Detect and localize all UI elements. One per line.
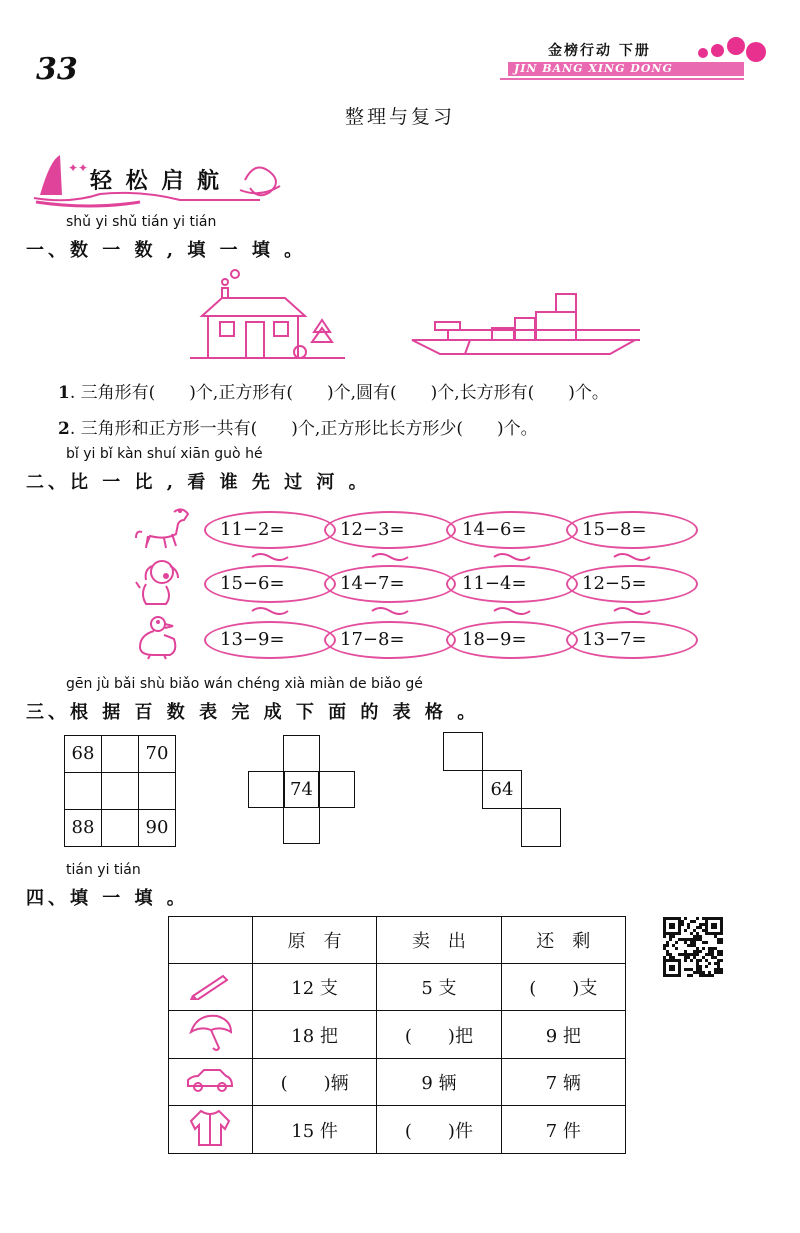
inventory-table — [168, 916, 626, 1154]
grid-cell-blank[interactable] — [101, 772, 139, 810]
equation-oval[interactable]: 15−8= — [566, 511, 698, 549]
hundred-grid-2 — [248, 735, 358, 845]
table-cell-answer[interactable]: ( )辆 — [252, 1059, 376, 1106]
wave-icon — [370, 605, 410, 615]
hundred-grid-1 — [64, 735, 176, 846]
section-banner — [30, 150, 290, 212]
equation-oval[interactable]: 15−6= — [204, 565, 336, 603]
decor-dot — [746, 42, 766, 62]
table-cell: 7 辆 — [501, 1059, 625, 1106]
table-cell-answer[interactable]: ( )支 — [501, 964, 625, 1011]
header-sold: 卖 出 — [377, 917, 501, 964]
house-figure — [190, 268, 350, 363]
equation-oval[interactable]: 13−9= — [204, 621, 336, 659]
header-remaining: 还 剩 — [501, 917, 625, 964]
question-2 — [58, 414, 538, 439]
grid-cell-blank[interactable] — [138, 772, 176, 810]
brand-bar — [508, 62, 744, 76]
section3-pinyin: gēn jù bǎi shù biǎo wán chéng xià miàn de biǎo gé — [66, 676, 423, 692]
section1-heading: 一、数 一 数 , 填 一 填 。 — [26, 240, 307, 261]
table-cell: 18 把 — [252, 1011, 376, 1059]
shirt-icon — [169, 1106, 253, 1154]
grid-cell-blank[interactable] — [318, 771, 355, 808]
grid-cell-blank[interactable] — [64, 772, 102, 810]
equation-oval[interactable]: 11−4= — [446, 565, 578, 603]
table-row — [169, 1059, 626, 1106]
grid-cell-blank[interactable] — [443, 732, 483, 771]
table-cell: 12 支 — [252, 964, 376, 1011]
equation-oval[interactable]: 11−2= — [204, 511, 336, 549]
equation-oval[interactable]: 14−7= — [324, 565, 456, 603]
grid-cell-blank[interactable] — [283, 735, 320, 772]
header-original: 原 有 — [252, 917, 376, 964]
grid-cell-70: 70 — [138, 735, 176, 773]
table-cell: 9 把 — [501, 1011, 625, 1059]
wave-icon — [250, 605, 290, 615]
page-title: 整理与复习 — [344, 106, 455, 128]
brand-underline — [500, 78, 744, 80]
grid-cell-blank[interactable] — [101, 735, 139, 773]
equation-oval[interactable]: 18−9= — [446, 621, 578, 659]
grid-cell-90: 90 — [138, 809, 176, 847]
equation-oval[interactable]: 13−7= — [566, 621, 698, 659]
dog-icon — [134, 558, 184, 610]
grid-cell-74: 74 — [283, 771, 320, 808]
horse-icon — [134, 502, 194, 552]
wave-icon — [612, 605, 652, 615]
ship-figure — [410, 290, 640, 360]
wave-icon — [250, 551, 290, 561]
umbrella-icon — [169, 1011, 253, 1059]
wave-icon — [370, 551, 410, 561]
duck-icon — [136, 614, 184, 660]
wave-icon — [492, 551, 532, 561]
table-cell: 9 辆 — [377, 1059, 501, 1106]
equation-oval[interactable]: 17−8= — [324, 621, 456, 659]
wave-icon — [612, 551, 652, 561]
decor-dot — [698, 48, 708, 58]
decor-dot — [711, 44, 724, 57]
table-row — [169, 1106, 626, 1154]
equation-oval[interactable]: 14−6= — [446, 511, 578, 549]
brand-title: 金榜行动 下册 — [548, 43, 651, 59]
table-corner — [169, 917, 253, 964]
table-cell: 5 支 — [377, 964, 501, 1011]
section2-heading: 二、比 一 比 , 看 谁 先 过 河 。 — [26, 472, 371, 493]
table-cell: 7 件 — [501, 1106, 625, 1154]
wave-icon — [492, 605, 532, 615]
decor-dot — [727, 37, 745, 55]
grid-cell-blank[interactable] — [248, 771, 285, 808]
section1-pinyin: shǔ yi shǔ tián yi tián — [66, 214, 217, 230]
banner-text: 轻 松 启 航 — [90, 168, 222, 194]
hundred-grid-3 — [443, 732, 563, 848]
pencil-icon — [169, 964, 253, 1011]
question-2-number: 2 — [58, 419, 70, 439]
section4-heading: 四、填 一 填 。 — [26, 888, 189, 909]
page-number: 33 — [36, 52, 78, 87]
question-1-text: . 三角形有( )个,正方形有( )个,圆有( )个,长方形有( )个。 — [69, 383, 609, 403]
svg-text:✦✦: ✦✦ — [68, 161, 89, 175]
table-row — [169, 1011, 626, 1059]
section2-pinyin: bǐ yi bǐ kàn shuí xiān guò hé — [66, 446, 263, 462]
grid-cell-64: 64 — [482, 770, 522, 809]
table-header-row — [169, 917, 626, 964]
section4-pinyin: tián yi tián — [66, 862, 141, 878]
table-row — [169, 964, 626, 1011]
question-1-number: 1 — [58, 383, 70, 403]
grid-cell-88: 88 — [64, 809, 102, 847]
table-cell-answer[interactable]: ( )件 — [377, 1106, 501, 1154]
grid-cell-blank[interactable] — [521, 808, 561, 847]
equation-oval[interactable]: 12−3= — [324, 511, 456, 549]
grid-cell-blank[interactable] — [283, 807, 320, 844]
question-2-text: . 三角形和正方形一共有( )个,正方形比长方形少( )个。 — [69, 419, 538, 439]
grid-cell-68: 68 — [64, 735, 102, 773]
brand-pinyin: JIN BANG XING DONG — [514, 62, 673, 75]
equation-oval[interactable]: 12−5= — [566, 565, 698, 603]
table-cell-answer[interactable]: ( )把 — [377, 1011, 501, 1059]
grid-cell-blank[interactable] — [101, 809, 139, 847]
table-cell: 15 件 — [252, 1106, 376, 1154]
car-icon — [169, 1059, 253, 1106]
question-1 — [58, 378, 609, 403]
qr-code[interactable] — [662, 916, 724, 978]
section3-heading: 三、根 据 百 数 表 完 成 下 面 的 表 格 。 — [26, 702, 480, 723]
